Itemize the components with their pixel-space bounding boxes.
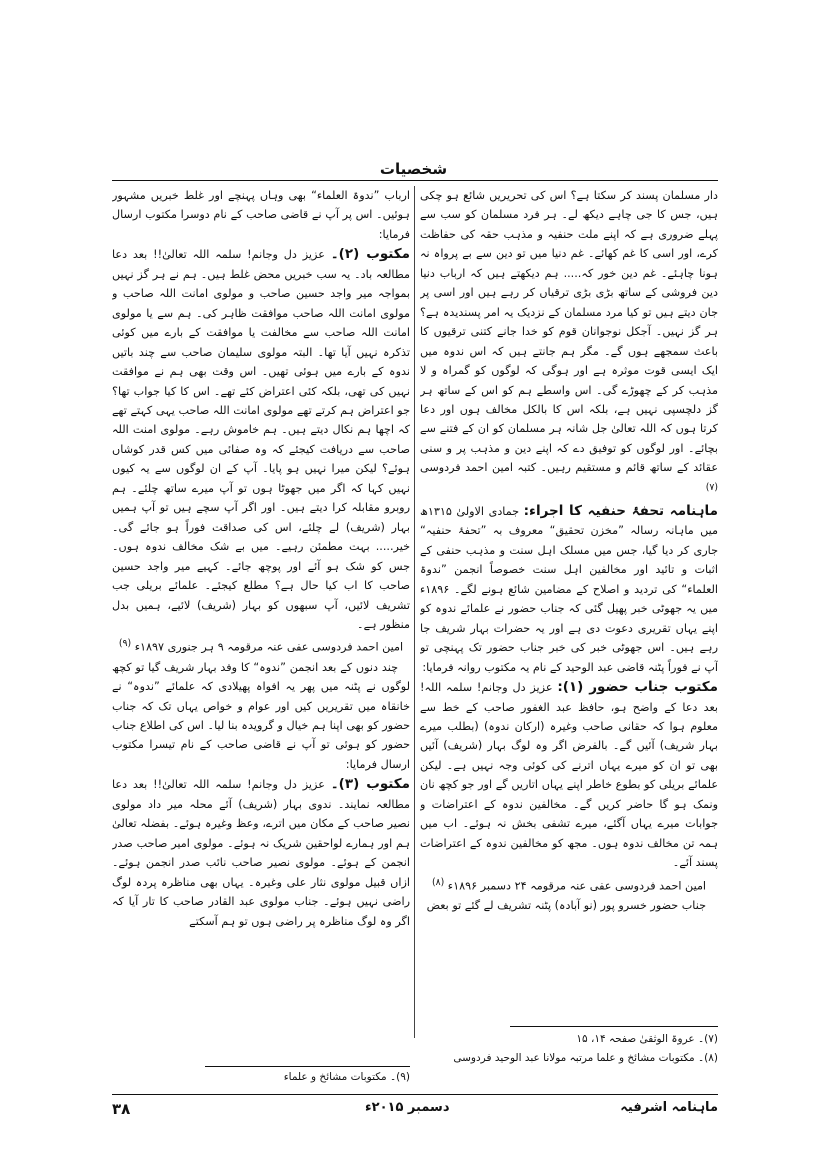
paragraph-text: عزیز دل وجانم! سلمہ اللہ تعالیٰ!! بعد دعا مطالعہ نمایند۔ ندوی بہار (شریف) آئے محلہ میر داد مولوی نصیر صاحب کے مکان میں اترے، وعظ وغیرہ ہوئے۔ بفضلہ تعالیٰ ہم اور ہمارے لواحقین شریک نہ ہوئے۔ مولوی امیر صاحب صدر انجمن کے ہوئے۔ مولوی نصیر صاحب نائب صدر انجمن ہوئے۔ ازاں قبیل مولوی نثار علی وغیرہ۔ یہاں بھی مناظرہ پردہ لوگ راضی نہیں ہوئے۔ جناب مولوی عبد القادر صاحب کا تار آیا کہ اگر وہ لوگ مناظرہ پر راضی ہوں تو ہم آسکتے xyxy=(112,778,410,928)
paragraph: جناب حضور خسرو پور (نو آبادہ) پٹنہ تشریف لے گئے تو بعض xyxy=(426,898,706,912)
paragraph-text: عزیز دل وجانم! سلمہ اللہ! بعد دعا کے واضح ہو، حافظ عبد الغفور صاحب کے خط سے معلوم ہوا کہ حقانی صاحب وغیرہ (ارکان ندوہ) (بطلب میرے بہار شریف) آئیں گے۔ بالفرض اگر وہ لوگ بہار (شریف) آئیں بھی تو ان کو میرے یہاں اترنے کی کوئی وجہ نہیں ہے۔ لیکن علمائے بریلی کو بطوع خاطر اپنے یہاں اتاریں گے اور جو کچھ نان ونمک ہو گا حاضر کریں گے۔ مخالفین ندوہ کے اعتراضات و جوابات میرے یہاں آگئے، میرے تشفی بخش نہ ہوئے۔ اب میں ہمہ تن مخالف ندوہ ہوں۔ مجھ کو مخالفین ندوہ کے اعتراضات پسند آئے۔ xyxy=(420,681,718,870)
footnote-marker: (۷) xyxy=(705,481,718,493)
page-title: شخصیات xyxy=(379,160,448,178)
section-heading: ماہنامہ تحفۂ حنفیہ کا اجراء: xyxy=(523,502,718,519)
letter-heading: مکتوب جناب حضور (۱): xyxy=(557,679,718,696)
footnote-divider xyxy=(510,1026,718,1027)
page-number: ۳۸ xyxy=(112,1100,131,1118)
paragraph-text: عزیز دل وجانم! سلمہ اللہ تعالیٰ!! بعد دعا مطالعہ باد۔ یہ سب خبریں محض غلط ہیں۔ ہم نے ہر گز نہیں بمواجہ میر واجد حسین صاحب و مولوی امانت اللہ صاحب و مولوی امانت اللہ صاحب موافقت ظاہر کی۔ ہم سے یا مولوی امانت اللہ صاحب سے مخالفت یا موافقت کے بارے میں کوئی تذکرہ نہیں آیا تھا۔ البتہ مولوی سلیمان صاحب سے چند باتیں ندوہ کے بارے میں ہوئی تھیں۔ اس وقت بھی ہم نے موافقت نہیں کی تھی، بلکہ کئی اعتراض کئے تھے۔ اس کا کیا جواب تھا؟ جو اعتراض ہم کرتے تھے مولوی امانت اللہ صاحب یہی کہتے تھے کہ اچھا ہم نکال دیتے ہیں۔ ہم خاموش رہے۔ مولوی امنت اللہ صاحب سے دریافت کیجئے کہ وہ صفائی میں کس قدر کوشاں ہوئے؟ لیکن میرا نہیں ہو پایا۔ آپ کے ان لوگوں سے یہ کیوں نہیں کہا کہ اگر میں جھوٹا ہوں تو آپ میرے ساتھ چلئے۔ ہم روبرو مقابلہ کرا دیتے ہیں۔ اور اگر آپ سچے ہیں تو آپ ہمیں بہار (شریف) لے چلئے، اس کی صداقت فوراً ہو جائے گی۔ خیر..... بہت مطمئن رہیے۔ میں بے شک مخالف ندوہ ہوں۔ جس کو شک ہو آئے اور پوچھ جائے۔ کہیے میر واجد حسین صاحب کا اب کیا حال ہے؟ مطلع کیجئے۔ علمائے بریلی جب تشریف لائیں، آپ سبھوں کو بہار (شریف) لائیے، ہمیں بدل منظور ہے۔ xyxy=(112,248,410,631)
signature-line xyxy=(112,634,410,657)
footer-divider xyxy=(112,1094,718,1095)
footnote: (۸)۔ مکتوبات مشائخ و علما مرتبہ مولانا عبد الوحید فردوسی xyxy=(453,1052,718,1064)
paragraph-text: دار مسلمان پسند کر سکتا ہے؟ اس کی تحریریں شائع ہو چکی ہیں، جس کا جی چاہے دیکھ لے۔ ہر فرد مسلمان کو سب سے پہلے ضروری ہے کہ اپنے ملت حنفیہ و مذہب حقہ کی حفاظت کرے، اور اسی کا غم کھائے۔ غم دنیا میں تو دین سے بے پرواہ نہ ہونا چاہئے۔ غم دین خور کہ..... ہم دیکھتے ہیں کہ ارباب دنیا دین فروشی کے ساتھ بڑی بڑی ترقیاں کر رہے ہیں اور اسی پر جان دیتے ہیں تو کیا مرد مسلمان کے نزدیک یہ امر پسندیدہ ہے؟ ہر گز نہیں۔ آجکل نوجوانان قوم کو خدا جانے کتنی ترقیوں کا باعث سمجھے ہوں گے۔ مگر ہم جانتے ہیں کہ اس ندوہ میں ایک ایسی قوت موثرہ ہے اور ہوگی کہ لوگوں کو گمراہ و لا مذہب کر کے چھوڑے گی۔ اس واسطے ہم کو اس کے ساتھ ہر گز دلچسپی نہیں ہے، بلکہ اس کا بالکل مخالف ہوں اور دعا کرتا ہوں کہ اللہ تعالیٰ جل شانہ ہر مسلمان کو ان کے فتنے سے بچائے۔ اور لوگوں کو توفیق دے کہ اپنے دین و مذہب پر و سنی عقائد کے ساتھ قائم و مستقیم رہیں۔ کتبہ امین احمد فردوسی xyxy=(420,189,718,475)
signature-text: امین احمد فردوسی عفی عنہ مرقومہ ۲۴ دسمبر ۱۸۹۶ء xyxy=(447,879,707,893)
footer-date: دسمبر ۲۰۱۵ء xyxy=(365,1100,450,1115)
header-divider xyxy=(112,180,718,181)
footnote: (۷)۔ عروۃ الوثقیٰ صفحہ ۱۴، ۱۵ xyxy=(576,1033,718,1045)
paragraph-text: جمادی الاولیٰ ۱۳۱۵ھ میں ماہانہ رسالہ ”مخزن تحقیق“ معروف بہ ”تحفۂ حنفیہ“ جاری کر دیا گیا، جس میں مسلک اہل سنت و مذہب حنفی کے اثبات و تائید اور مخالفین اہل سنت خصوصاً انجمن ”ندوۃ العلماء“ کی تردید و اصلاح کے مضامین شائع ہونے لگے۔ ۱۸۹۶ء میں یہ جھوٹی خبر پھیل گئی کہ جناب حضور نے علمائے ندوہ کو اپنے یہاں تقریری دعوت دی ہے اور یہ حضرات بہار شریف جا رہے ہیں۔ اس جھوٹی خبر کی خبر جناب حضور تک پہنچی تو آپ نے فوراً پٹنہ قاضی عبد الوحید کے نام یہ مکتوب روانہ فرمایا: xyxy=(420,504,718,674)
letter-heading: مکتوب (۲)۔ xyxy=(330,246,410,263)
paragraph: چند دنوں کے بعد انجمن ”ندوہ“ کا وفد بہار شریف گیا تو کچھ لوگوں نے پٹنہ میں پھر یہ افواہ پھیلادی کہ علمائے ”ندوہ“ نے خانقاہ میں تقریریں کیں اور عوام و خواص یہاں تک کہ جناب حضور کو بھی اپنا ہم خیال و گرویدہ بنا لیا۔ اس کی اطلاع جناب حضور کو ہوئی تو آپ نے قاضی صاحب کے نام تیسرا مکتوب ارسال فرمایا: xyxy=(112,660,410,771)
footnote-divider xyxy=(205,1066,410,1067)
letter-heading: مکتوب (۳)۔ xyxy=(330,776,410,793)
footnote-marker: (۸) xyxy=(431,876,445,888)
signature-line xyxy=(420,873,718,896)
left-column xyxy=(112,186,410,1066)
column-divider xyxy=(414,186,415,1038)
footnote: (۹)۔ مکتوبات مشائخ و علماء xyxy=(283,1071,410,1083)
footer-magazine-name: ماہنامہ اشرفیہ xyxy=(620,1100,718,1115)
signature-text: امین احمد فردوسی عفی عنہ مرقومہ ۹ ہر جنوری ۱۸۹۷ء xyxy=(134,641,404,655)
paragraph: ارباب ”ندوۃ العلماء“ بھی وہاں پہنچے اور غلط خبریں مشہور ہوئیں۔ اس پر آپ نے قاضی صاحب کے نام دوسرا مکتوب ارسال فرمایا: xyxy=(112,189,410,241)
right-column xyxy=(420,186,718,1066)
footnote-marker: (۹) xyxy=(118,638,132,650)
paragraph xyxy=(420,186,718,501)
